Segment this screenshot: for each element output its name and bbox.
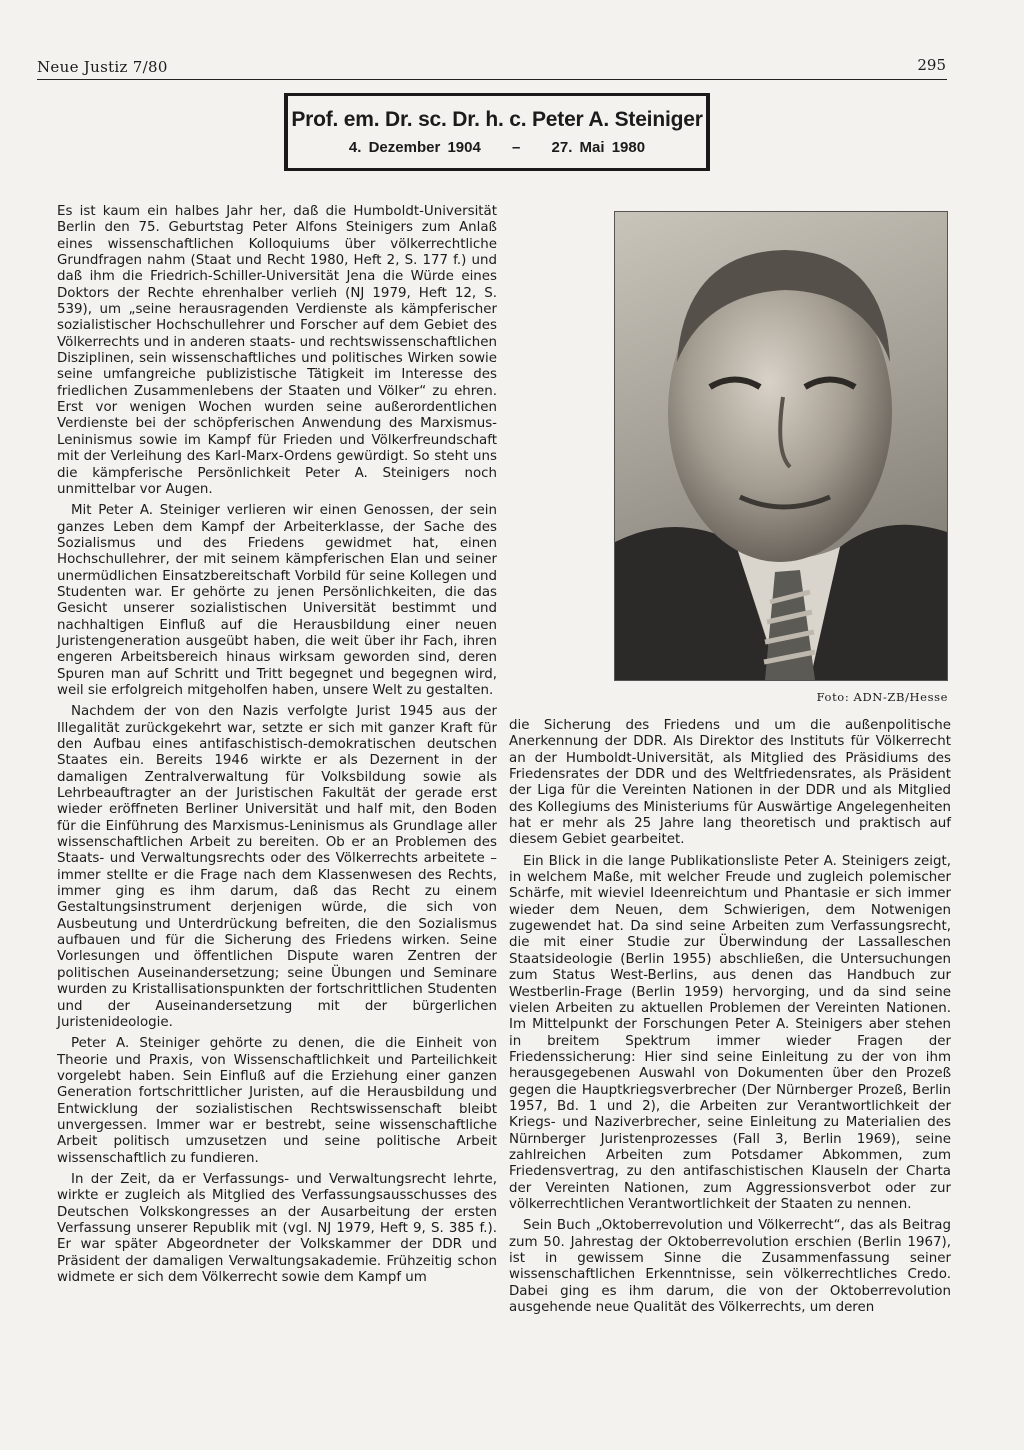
date-dash: – [512,139,521,156]
article-left-column [57,204,497,1291]
paragraph: In der Zeit, da er Verfassungs- und Verwaltungsrecht lehrte, wirkte er zugleich als Mitglied des Verfassungsausschusses des Deutschen Volkskongresses an der Ausarbeitung der ersten Verfassung unserer Republik mit (vgl. NJ 1979, Heft 9, S. 385 f.). Er war später Abgeordneter der Volkskammer der DDR und Präsident der damaligen Verwaltungsakademie. Frühzeitig schon widmete er sich dem Völkerrecht sowie dem Kampf um [57,1171,497,1285]
obituary-dates [288,139,706,156]
obituary-name: Prof. em. Dr. sc. Dr. h. c. Peter A. Steiniger [291,108,703,131]
paragraph: Nachdem der von den Nazis verfolgte Jurist 1945 aus der Illegalität zurückgekehrt war, setzte er sich mit ganzer Kraft für den Aufbau eines antifaschistisch-demokratischen deutschen Staates ein. Bereits 1946 wirkte er als Dezernent in der damaligen Zentralverwaltung für Volksbildung sowie als Lehrbeauftragter an der Juristischen Fakultät der gerade erst wieder eröffneten Berliner Universität und half mit, den Boden für die Einführung des Marxismus-Leninismus als Grundlage aller wissenschaftlichen Arbeit zu bereiten. Ob er an Problemen des Staats- und Verwaltungsrechts oder des Völkerrechts arbeitete – immer stellte er die Frage nach dem Klassenwesen des Rechts, immer ging es ihm darum, daß das Recht zu einem Gestaltungsinstrument derjenigen würde, die sich von Ausbeutung und Unterdrückung befreiten, die den Sozialismus aufbauen und für die Sicherung des Friedens wirken. Seine Vorlesungen und öffentlichen Dispute waren Zentren der politischen Auseinandersetzung; seine Übungen und Seminare wurden zu Kristallisationspunkten der fortschrittlichen Studenten und der Auseinandersetzung mit der bürgerlichen Juristenideologie. [57,704,497,1030]
paragraph: Ein Blick in die lange Publikationsliste Peter A. Steinigers zeigt, in welchem Maße, mit welcher Freude und zugleich polemischer Schärfe, mit wieviel Ideenreichtum und Phantasie er sich immer wieder dem Neuen, dem Schwierigen, dem Notwenigen zugewendet hat. Da sind seine Arbeiten zum Verfassungsrecht, die mit einer Studie zur Überwindung der Lassalleschen Staatsideologie (Berlin 1955) abschließen, die Untersuchungen zum Status West-Berlins, aus denen das Handbuch zur Westberlin-Frage (Berlin 1959) hervorging, und da sind seine vielen Arbeiten zu aktuellen Problemen der Vereinten Nationen. Im Mittelpunkt der Forschungen Peter A. Steinigers aber stehen in breitem Spektrum immer wieder Fragen der Friedenssicherung: Hier sind seine Einleitung zu der von ihm herausgegebenen Auswahl von Dokumenten über den Prozeß gegen die Hauptkriegsverbrecher (Der Nürnberger Prozeß, Berlin 1957, Bd. 1 und 2), die Arbeiten zur Verantwortlichkeit der Kriegs- und Naziverbrecher, seine Einleitung zu Materialien des Nürnberger Juristenprozesses (Fall 3, Berlin 1969), seine zahlreichen Arbeiten zum Potsdamer Abkommen, zum Friedensvertrag, zu den antifaschistischen Klauseln der Charta der Vereinten Nationen, zum Aggressionsverbot oder zur völkerrechtlichen Verantwortlichkeit der Staaten zu nennen. [509,853,951,1212]
paragraph: Peter A. Steiniger gehörte zu denen, die die Einheit von Theorie und Praxis, von Wissenschaftlichkeit und Parteilichkeit vorgelebt haben. Sein Einfluß auf die Erziehung einer ganzen Generation fortschrittlicher Juristen, auf die Herausbildung und Entwicklung der sozialistischen Rechtswissenschaft bleibt unvergessen. Immer war er bestrebt, seine wissenschaftliche Arbeit politisch umzusetzen und seine politische Arbeit wissenschaftlich zu fundieren. [57,1036,497,1166]
death-date: 27. Mai 1980 [551,139,646,156]
paragraph: die Sicherung des Friedens und um die außenpolitische Anerkennung der DDR. Als Direktor des Instituts für Völkerrecht an der Humboldt-Universität, als Mitglied des Präsidiums des Friedensrates der DDR und des Weltfriedensrates, als Präsident der Liga für die Vereinten Nationen in der DDR und als Mitglied des Kollegiums des Ministeriums für Auswärtige Angelegenheiten hat er mehr als 25 Jahre lang theoretisch und praktisch auf diesem Gebiet gearbeitet. [509,718,951,848]
paragraph: Mit Peter A. Steiniger verlieren wir einen Genossen, der sein ganzes Leben dem Kampf der Arbeiterklasse, der Sache des Sozialismus und des Friedens gewidmet hat, einen Hochschullehrer, der mit seinem kämpferischen Elan und seiner unermüdlichen Einsatzbereitschaft Vorbild für seine Kollegen und Studenten war. Er gehörte zu jenen Persönlichkeiten, die das Gesicht unserer sozialistischen Universität bestimmt und nachhaltigen Einfluß auf die Herausbildung einer neuen Juristengeneration ausgeübt haben, die weit über ihr Fach, ihren engeren Arbeitsbereich hinaus wirksam geworden sind, deren Spuren man auf Schritt und Tritt begegnet und begegnen wird, weil sie erfolgreich mitgeholfen haben, unsere Welt zu gestalten. [57,503,497,698]
page-header-journal: Neue Justiz 7/80 [37,58,168,76]
portrait-photo [614,211,948,681]
paragraph: Es ist kaum ein halbes Jahr her, daß die Humboldt-Universität Berlin den 75. Geburtstag Peter Alfons Steinigers zum Anlaß eines wissenschaftlichen Kolloquiums über völkerrechtliche Grundfragen nahm (Staat und Recht 1980, Heft 2, S. 177 f.) und daß ihm die Friedrich-Schiller-Universität Jena die Würde eines Doktors der Rechte ehrenhalber verlieh (NJ 1979, Heft 12, S. 539), um „seine herausragenden Verdienste als kämpferischer sozialistischer Hochschullehrer und Forscher auf dem Gebiet des Völkerrechts und in anderen staats- und rechtswissenschaftlichen Disziplinen, sein wissenschaftliches und politisches Wirken sowie seine umfangreiche publizistische Tätigkeit im Interesse des friedlichen Zusammenlebens der Staaten und Völker“ zu ehren. Erst vor wenigen Wochen wurden seine außerordentlichen Verdienste bei der schöpferischen Anwendung des Marxismus-Leninismus sowie im Kampf für Frieden und Völkerfreundschaft mit der Verleihung des Karl-Marx-Ordens gewürdigt. So steht uns die kämpferische Persönlichkeit Peter A. Steinigers noch unmittelbar vor Augen. [57,204,497,497]
paragraph: Sein Buch „Oktoberrevolution und Völkerrecht“, das als Beitrag zum 50. Jahrestag der Oktoberrevolution erschien (Berlin 1967), ist in gewissem Sinne die Zusammenfassung seiner wissenschaftlichen Erkenntnisse, sein völkerrechtliches Credo. Dabei ging es ihm darum, die von der Oktoberrevolution ausgehende neue Qualität des Völkerrechts, um deren [509,1218,951,1316]
birth-date: 4. Dezember 1904 [348,139,481,156]
portrait-illustration [615,212,947,680]
header-rule [37,79,947,80]
photo-caption: Foto: ADN-ZB/Hesse [816,690,948,704]
page-number: 295 [917,56,946,74]
article-right-column [509,718,951,1321]
title-box [284,93,710,171]
